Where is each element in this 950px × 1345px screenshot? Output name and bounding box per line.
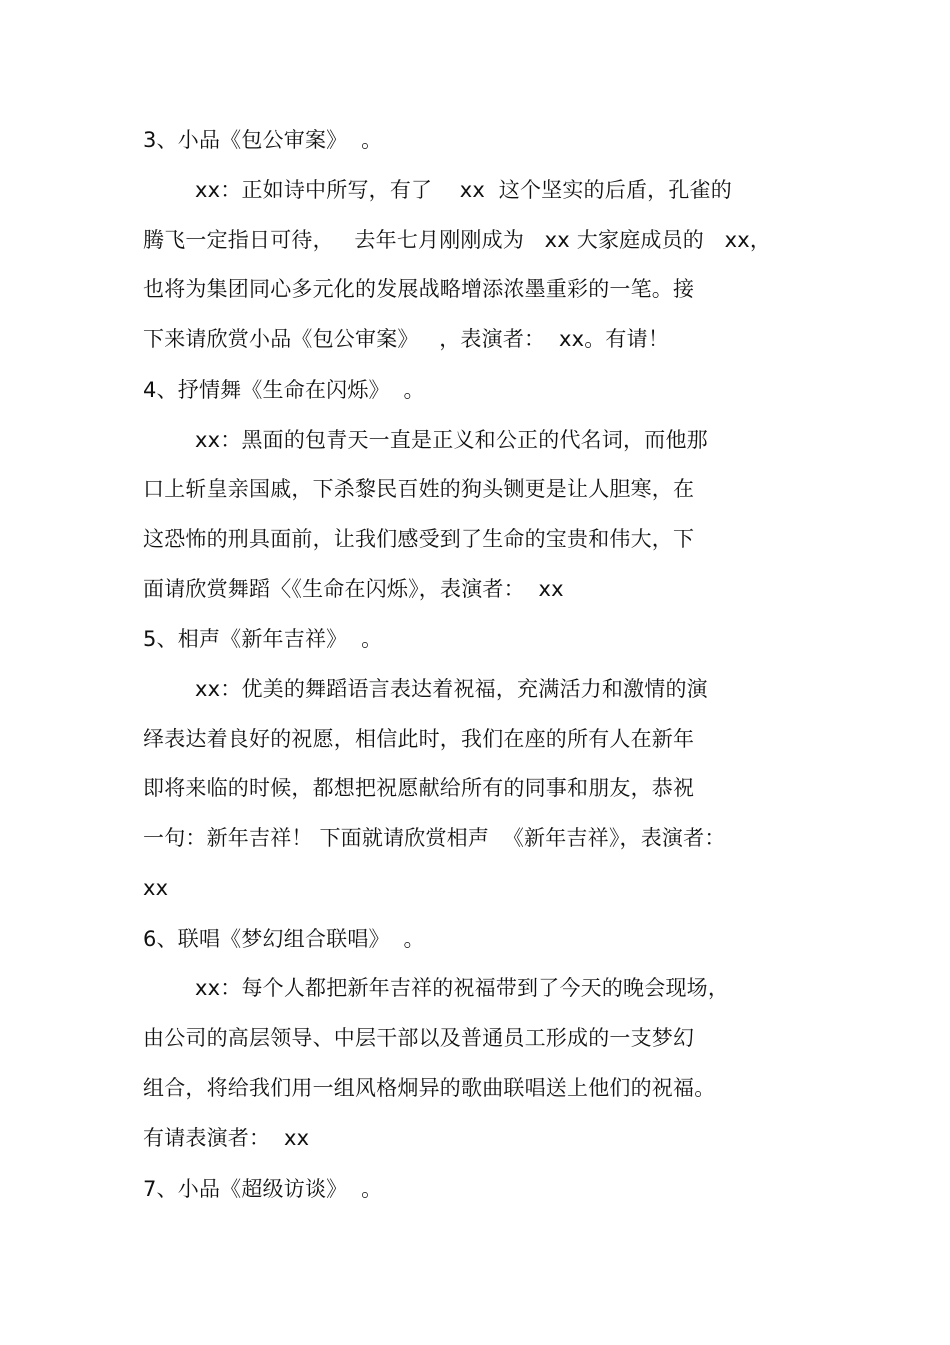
paragraph-line: xx：黑面的包青天一直是正义和公正的代名词，而他那 xyxy=(195,428,708,452)
paragraph-line: 由公司的高层领导、中层干部以及普通员工形成的一支梦幻 xyxy=(143,1026,695,1050)
paragraph-line: xx：优美的舞蹈语言表达着祝福，充满活力和激情的演 xyxy=(195,677,708,701)
paragraph-line: 有请表演者： xx xyxy=(143,1126,310,1150)
paragraph-line: 面请欣赏舞蹈〈《生命在闪烁》，表演者： xx xyxy=(143,577,564,601)
paragraph-line: xx xyxy=(143,876,169,900)
paragraph-line: xx：正如诗中所写，有了 xx 这个坚实的后盾，孔雀的 xyxy=(195,178,732,202)
paragraph-line: 这恐怖的刑具面前，让我们感受到了生命的宝贵和伟大，下 xyxy=(143,527,695,551)
paragraph-line: 一句：新年吉祥！ 下面就请欣赏相声 《新年吉祥》，表演者： xyxy=(143,826,726,850)
paragraph-line: 口上斩皇亲国戚，下杀黎民百姓的狗头铡更是让人胆寒，在 xyxy=(143,477,695,501)
paragraph-line: 下来请欣赏小品《包公审案》 ，表演者： xx。有请！ xyxy=(143,327,670,351)
heading-item-7: 7、小品《超级访谈》 。 xyxy=(143,1177,383,1201)
paragraph-line: xx：每个人都把新年吉祥的祝福带到了今天的晚会现场， xyxy=(195,976,730,1000)
paragraph-line: 绎表达着良好的祝愿，相信此时，我们在座的所有人在新年 xyxy=(143,727,695,751)
heading-item-5: 5、相声《新年吉祥》 。 xyxy=(143,627,383,651)
paragraph-line: 也将为集团同心多元化的发展战略增添浓墨重彩的一笔。接 xyxy=(143,277,695,301)
heading-item-3: 3、小品《包公审案》 。 xyxy=(143,128,383,152)
paragraph-line: 组合，将给我们用一组风格炯异的歌曲联唱送上他们的祝福。 xyxy=(143,1076,716,1100)
paragraph-line: 腾飞一定指日可待， 去年七月刚刚成为 xx 大家庭成员的 xx， xyxy=(143,228,772,252)
heading-item-6: 6、联唱《梦幻组合联唱》 。 xyxy=(143,927,425,951)
paragraph-line: 即将来临的时候，都想把祝愿献给所有的同事和朋友，恭祝 xyxy=(143,776,695,800)
heading-item-4: 4、抒情舞《生命在闪烁》 。 xyxy=(143,378,425,402)
